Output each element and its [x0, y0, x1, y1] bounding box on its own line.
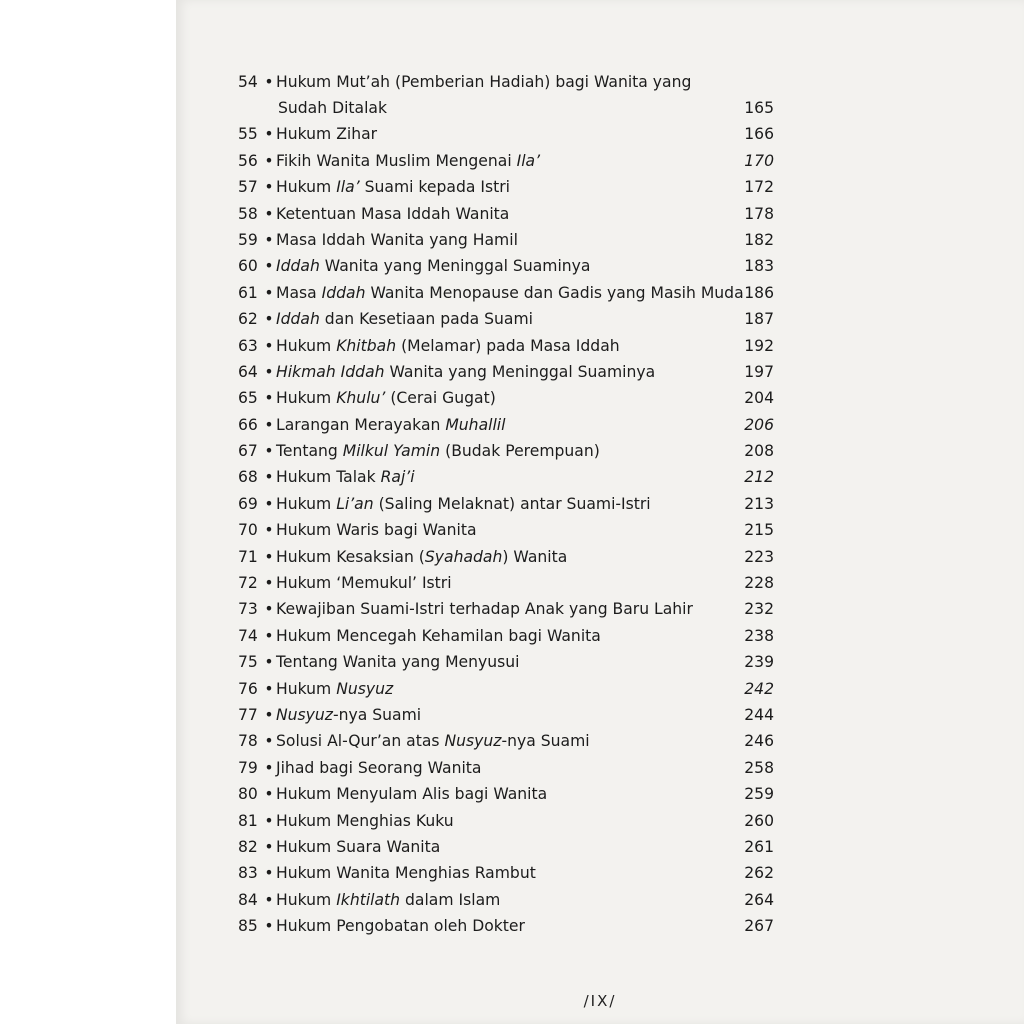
toc-entry-page: 206: [744, 415, 774, 434]
title-segment: Wanita yang Meninggal Suaminya: [384, 362, 656, 381]
toc-entry-number: 73: [238, 600, 258, 619]
title-segment: Jihad bagi Seorang Wanita: [276, 758, 482, 777]
title-italic-segment: Hikmah Iddah: [276, 362, 385, 381]
title-italic-segment: Raj’i: [380, 468, 415, 487]
toc-entry-number: 85: [238, 917, 258, 936]
toc-entry-page: 228: [744, 574, 774, 593]
toc-entry: [238, 808, 774, 834]
toc-entry-number: 70: [238, 521, 258, 540]
title-italic-segment: Li’an: [336, 494, 374, 513]
toc-entry-page: 259: [744, 785, 774, 804]
toc-entry-title: [276, 653, 519, 671]
toc-entry-page: 239: [744, 653, 774, 672]
title-segment: Larangan Merayakan: [276, 415, 446, 434]
title-italic-segment: Ila’: [516, 151, 541, 170]
toc-entry-page: 223: [744, 547, 774, 566]
toc-entry: [238, 544, 774, 570]
toc-entry: [238, 306, 774, 332]
title-segment: Hukum: [276, 890, 337, 909]
toc-entry: [238, 755, 774, 781]
toc-entry-page: 262: [744, 864, 774, 883]
toc-entry: [238, 70, 774, 95]
bullet-icon: •: [264, 415, 274, 434]
bullet-icon: •: [264, 230, 274, 249]
toc-entry-number: 65: [238, 389, 258, 408]
toc-entry-number: 67: [238, 442, 258, 461]
title-segment: Hukum Kesaksian (: [276, 547, 425, 566]
bullet-icon: •: [264, 125, 274, 144]
bullet-icon: •: [264, 574, 274, 593]
title-italic-segment: Muhallil: [445, 415, 506, 434]
toc-entry-title: [276, 495, 651, 513]
toc-entry-title: [276, 178, 510, 196]
toc-entry-title: [276, 205, 509, 223]
toc-entry-number: 60: [238, 257, 258, 276]
bullet-icon: •: [264, 679, 274, 698]
title-italic-segment: Iddah: [276, 257, 320, 276]
page-number-footer: /IX/: [583, 992, 617, 1010]
toc-entry: [238, 121, 774, 147]
toc-entry-title: [276, 838, 440, 856]
title-segment: Hukum Pengobatan oleh Dokter: [276, 917, 525, 936]
bullet-icon: •: [264, 600, 274, 619]
toc-entry-number: 58: [238, 204, 258, 223]
toc-entry-title: [276, 389, 496, 407]
toc-entry-title: [276, 706, 421, 724]
toc-entry-page: 260: [744, 811, 774, 830]
toc-entry: [238, 623, 774, 649]
bullet-icon: •: [264, 547, 274, 566]
bullet-icon: •: [264, 389, 274, 408]
title-segment: dan Kesetiaan pada Suami: [319, 310, 533, 329]
toc-entry: [238, 464, 774, 490]
toc-entry-number: 64: [238, 362, 258, 381]
title-segment: (Cerai Gugat): [385, 389, 496, 408]
toc-entry-page: 182: [744, 230, 774, 249]
toc-entry: [238, 676, 774, 702]
toc-entry: [238, 201, 774, 227]
toc-entry-title: [276, 284, 744, 302]
title-segment: Masa Iddah Wanita yang Hamil: [276, 230, 518, 249]
title-italic-segment: Milkul Yamin: [342, 442, 441, 461]
bullet-icon: •: [264, 73, 274, 91]
title-segment: Tentang Wanita yang Menyusui: [276, 653, 520, 672]
toc-entry-page: 212: [744, 468, 774, 487]
title-segment: Wanita yang Meninggal Suaminya: [319, 257, 591, 276]
toc-entry-page: 232: [744, 600, 774, 619]
toc-entry-number: 69: [238, 494, 258, 513]
toc-entry: [238, 887, 774, 913]
title-italic-segment: Syahadah: [424, 547, 503, 566]
title-segment: Hukum: [276, 679, 337, 698]
toc-entry-number: 71: [238, 547, 258, 566]
bullet-icon: •: [264, 705, 274, 724]
toc-entry-page: 166: [744, 125, 774, 144]
toc-entry: [238, 148, 774, 174]
bullet-icon: •: [264, 811, 274, 830]
toc-entry-title: [276, 310, 533, 328]
toc-entry: [238, 570, 774, 596]
toc-entry-title: [276, 785, 547, 803]
title-segment: Hukum ‘Memukul’ Istri: [276, 574, 452, 593]
title-segment: -nya Suami: [332, 705, 422, 724]
toc-entry-title: [276, 73, 691, 91]
toc-entry-number: 76: [238, 679, 258, 698]
toc-entry: [238, 649, 774, 675]
toc-entry-title: [276, 864, 536, 882]
toc-entry-number: 74: [238, 626, 258, 645]
title-segment: Masa: [276, 283, 322, 302]
title-segment: Hukum Mencegah Kehamilan bagi Wanita: [276, 626, 601, 645]
toc-entry-title: [276, 600, 693, 618]
bullet-icon: •: [264, 494, 274, 513]
title-segment: Ketentuan Masa Iddah Wanita: [276, 204, 510, 223]
toc-entry-title: [276, 363, 655, 381]
toc-entry-page: 170: [744, 151, 774, 170]
toc-entry-number: 77: [238, 705, 258, 724]
title-segment: (Melamar) pada Masa Iddah: [396, 336, 620, 355]
toc-entry: [238, 359, 774, 385]
toc-entry: [238, 174, 774, 200]
title-italic-segment: Nusyuz: [336, 679, 394, 698]
toc-entry-number: 55: [238, 125, 258, 144]
bullet-icon: •: [264, 732, 274, 751]
toc-entry-page: 192: [744, 336, 774, 355]
title-segment: Fikih Wanita Muslim Mengenai: [276, 151, 517, 170]
bullet-icon: •: [264, 653, 274, 672]
toc-entry-page: 165: [744, 99, 774, 117]
toc-entry-title: [276, 125, 377, 143]
toc-entry-title: [276, 627, 601, 645]
title-segment: Hukum: [276, 178, 337, 197]
title-italic-segment: Khitbah: [336, 336, 397, 355]
title-segment: dalam Islam: [400, 890, 501, 909]
bullet-icon: •: [264, 178, 274, 197]
title-segment: Hukum Menghias Kuku: [276, 811, 454, 830]
toc-entry-page: 187: [744, 310, 774, 329]
bullet-icon: •: [264, 468, 274, 487]
title-italic-segment: Nusyuz: [444, 732, 502, 751]
title-segment: Hukum Talak: [276, 468, 381, 487]
bullet-icon: •: [264, 785, 274, 804]
toc-entry: [238, 385, 774, 411]
toc-entry-title: [276, 257, 590, 275]
toc-entry: [238, 491, 774, 517]
toc-entry-number: 54: [238, 73, 258, 91]
toc-entry-title: [276, 732, 590, 750]
toc-entry-number: 81: [238, 811, 258, 830]
toc-entry-title: [276, 442, 600, 460]
bullet-icon: •: [264, 837, 274, 856]
title-segment: Hukum: [276, 494, 337, 513]
bullet-icon: •: [264, 864, 274, 883]
title-italic-segment: Iddah: [321, 283, 366, 302]
toc-entry-page: 261: [744, 837, 774, 856]
toc-entry: [238, 860, 774, 886]
toc-entry-page: 238: [744, 626, 774, 645]
bullet-icon: •: [264, 362, 274, 381]
toc-entry: [238, 333, 774, 359]
toc-entry: [238, 517, 774, 543]
bullet-icon: •: [264, 890, 274, 909]
bullet-icon: •: [264, 257, 274, 276]
toc-entry-number: 82: [238, 837, 258, 856]
title-segment: Wanita Menopause dan Gadis yang Masih Muda: [365, 283, 744, 302]
toc-entry-page: 242: [744, 679, 774, 698]
toc-entry-title-continued: Sudah Ditalak: [278, 99, 388, 117]
title-segment: Suami kepada Istri: [359, 178, 510, 197]
title-segment: Hukum Wanita Menghias Rambut: [276, 864, 536, 883]
toc-entry-number: 75: [238, 653, 258, 672]
toc-entry-title: [276, 521, 477, 539]
title-segment: Hukum: [276, 389, 337, 408]
toc-entry-number: 78: [238, 732, 258, 751]
title-segment: Hukum: [276, 336, 337, 355]
toc-entry-page: 246: [744, 732, 774, 751]
bullet-icon: •: [264, 758, 274, 777]
bullet-icon: •: [264, 151, 274, 170]
toc-entry-number: 56: [238, 151, 258, 170]
toc-entry-title: [276, 468, 415, 486]
bullet-icon: •: [264, 917, 274, 936]
toc-entry-title: [276, 416, 505, 434]
title-segment: Hukum Mut’ah (Pemberian Hadiah) bagi Wanita yang: [276, 73, 692, 91]
bullet-icon: •: [264, 204, 274, 223]
toc-entry-page: 213: [744, 494, 774, 513]
toc-entry-title: [276, 812, 454, 830]
toc-entry-page: 186: [744, 283, 774, 302]
title-segment: ) Wanita: [502, 547, 568, 566]
toc-entry-continuation: [238, 95, 774, 121]
toc-entry-page: 258: [744, 758, 774, 777]
toc-entry-page: 178: [744, 204, 774, 223]
toc-entry-page: 264: [744, 890, 774, 909]
bullet-icon: •: [264, 442, 274, 461]
toc-entry-number: 80: [238, 785, 258, 804]
toc-entry-page: 183: [744, 257, 774, 276]
toc-entry-title: [276, 574, 452, 592]
toc-entry-number: 68: [238, 468, 258, 487]
bullet-icon: •: [264, 626, 274, 645]
title-segment: (Budak Perempuan): [440, 442, 600, 461]
bullet-icon: •: [264, 336, 274, 355]
title-segment: Kewajiban Suami-Istri terhadap Anak yang Baru Lahir: [276, 600, 693, 619]
toc-entry-number: 84: [238, 890, 258, 909]
bullet-icon: •: [264, 521, 274, 540]
toc-entry: [238, 280, 774, 306]
toc-entry-page: 267: [744, 917, 774, 936]
toc-entry-number: 57: [238, 178, 258, 197]
title-segment: -nya Suami: [501, 732, 590, 751]
toc-entry: [238, 913, 774, 939]
title-italic-segment: Ila’: [336, 178, 360, 197]
toc-entry-page: 172: [744, 178, 774, 197]
toc-entry-page: 244: [744, 705, 774, 724]
toc-entry-title: [276, 548, 567, 566]
toc-entry-page: 208: [744, 442, 774, 461]
title-segment: Tentang: [276, 442, 343, 461]
toc-entry: [238, 227, 774, 253]
title-italic-segment: Khulu’: [336, 389, 386, 408]
page-left-margin: [0, 0, 176, 1024]
toc-entry-number: 83: [238, 864, 258, 883]
toc-entry: [238, 412, 774, 438]
table-of-contents: [238, 70, 774, 940]
bullet-icon: •: [264, 310, 274, 329]
toc-entry-number: 66: [238, 415, 258, 434]
toc-entry-page: 204: [744, 389, 774, 408]
toc-entry-number: 59: [238, 230, 258, 249]
toc-entry-number: 79: [238, 758, 258, 777]
toc-entry: [238, 781, 774, 807]
title-segment: Hukum Waris bagi Wanita: [276, 521, 477, 540]
title-segment: Solusi Al-Qur’an atas: [276, 732, 445, 751]
toc-entry-number: 61: [238, 283, 258, 302]
toc-entry: [238, 596, 774, 622]
toc-entry-title: [276, 337, 620, 355]
bullet-icon: •: [264, 283, 274, 302]
title-italic-segment: Nusyuz: [276, 705, 333, 724]
toc-entry-number: 63: [238, 336, 258, 355]
title-segment: (Saling Melaknat) antar Suami-Istri: [373, 494, 651, 513]
toc-entry-title: [276, 680, 393, 698]
toc-entry-page: 197: [744, 362, 774, 381]
toc-entry: [238, 253, 774, 279]
toc-entry-title: [276, 917, 525, 935]
toc-entry-number: 62: [238, 310, 258, 329]
title-segment: Hukum Suara Wanita: [276, 837, 441, 856]
toc-entry-number: 72: [238, 574, 258, 593]
title-segment: Hukum Menyulam Alis bagi Wanita: [276, 785, 548, 804]
toc-entry-title: [276, 152, 540, 170]
title-segment: Hukum Zihar: [276, 125, 378, 144]
toc-entry: [238, 438, 774, 464]
toc-entry: [238, 728, 774, 754]
toc-entry: [238, 834, 774, 860]
title-italic-segment: Iddah: [276, 310, 320, 329]
toc-entry-title: [276, 759, 481, 777]
toc-entry-page: 215: [744, 521, 774, 540]
toc-entry-title: [276, 891, 500, 909]
toc-entry-title: [276, 231, 518, 249]
toc-entry: [238, 702, 774, 728]
title-italic-segment: Ikhtilath: [336, 890, 401, 909]
